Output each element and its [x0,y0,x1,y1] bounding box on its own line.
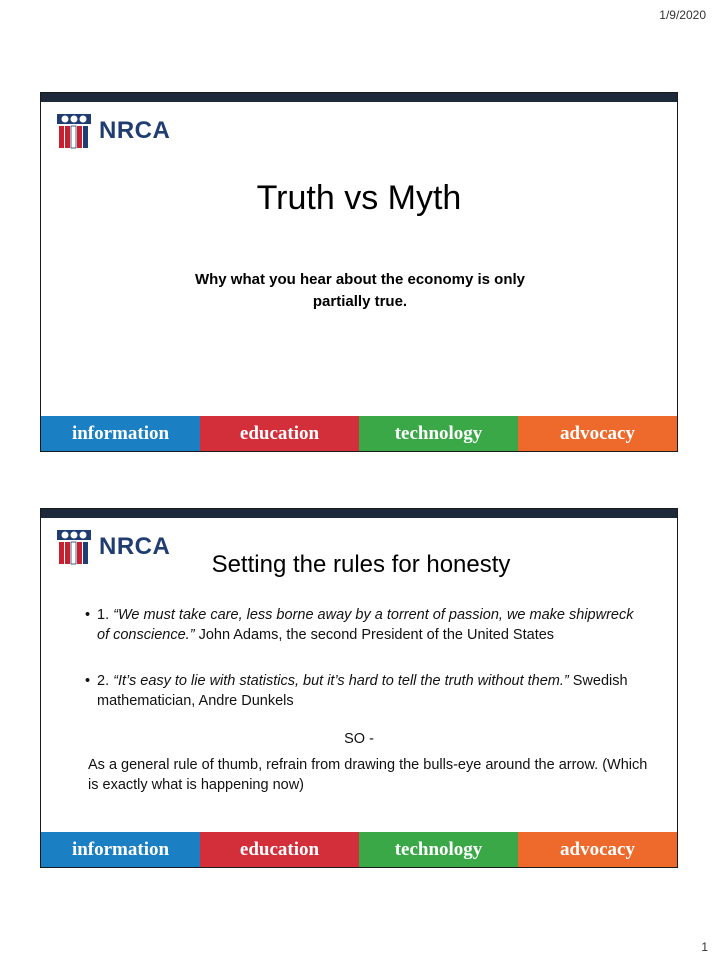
bullet-attribution: John Adams, the second President of the United States [198,627,555,643]
bullet-number: 1. [97,607,110,623]
bullet-attribution: Swedish mathematician, Andre Dunkels [97,673,628,709]
bullet-quote: “It’s easy to lie with statistics, but it’s hard to tell the truth without them.” [113,673,569,689]
slide-1-subtitle [131,269,589,313]
bullet-text [97,605,645,645]
bullet-dot: • [85,673,91,689]
category-information: information [41,416,200,451]
subtitle-line-2: partially true. [312,293,408,310]
nrca-emblem-icon [55,112,93,150]
category-advocacy: advocacy [518,416,677,451]
category-information: information [41,832,200,867]
so-text: SO - [344,731,374,747]
bullet-quote: “We must take care, less borne away by a torrent of passion, we make shipwreck of conscience.” [97,607,634,643]
bullet-list [85,605,645,737]
rule-of-thumb-text: As a general rule of thumb, refrain from drawing the bulls-eye around the arrow. (Which is exactly what is happening now) [88,757,648,793]
category-bar [41,832,677,867]
page-number: 1 [701,940,708,954]
nrca-emblem-icon [55,528,93,566]
date-header: 1/9/2020 [659,8,706,22]
category-advocacy: advocacy [518,832,677,867]
subtitle-line-1: Why what you hear about the economy is only [194,271,526,288]
slide-1-title: Truth vs Myth [256,179,462,217]
slide-2-title: Setting the rules for honesty [211,551,511,578]
category-education: education [200,416,359,451]
bullet-dot: • [85,607,91,623]
logo-text: NRCA [99,117,171,144]
bullet-text [97,671,645,711]
bullet-item [85,605,645,645]
slide-2 [40,508,678,868]
category-technology: technology [359,832,518,867]
category-technology: technology [359,416,518,451]
nrca-logo [55,112,170,150]
logo-text: NRCA [99,533,171,560]
slide-1 [40,92,678,452]
slide-top-bar [41,509,677,518]
category-education: education [200,832,359,867]
bullet-number: 2. [97,673,110,689]
bullet-item [85,671,645,711]
category-bar [41,416,677,451]
nrca-logo [55,528,170,566]
slide-top-bar [41,93,677,102]
